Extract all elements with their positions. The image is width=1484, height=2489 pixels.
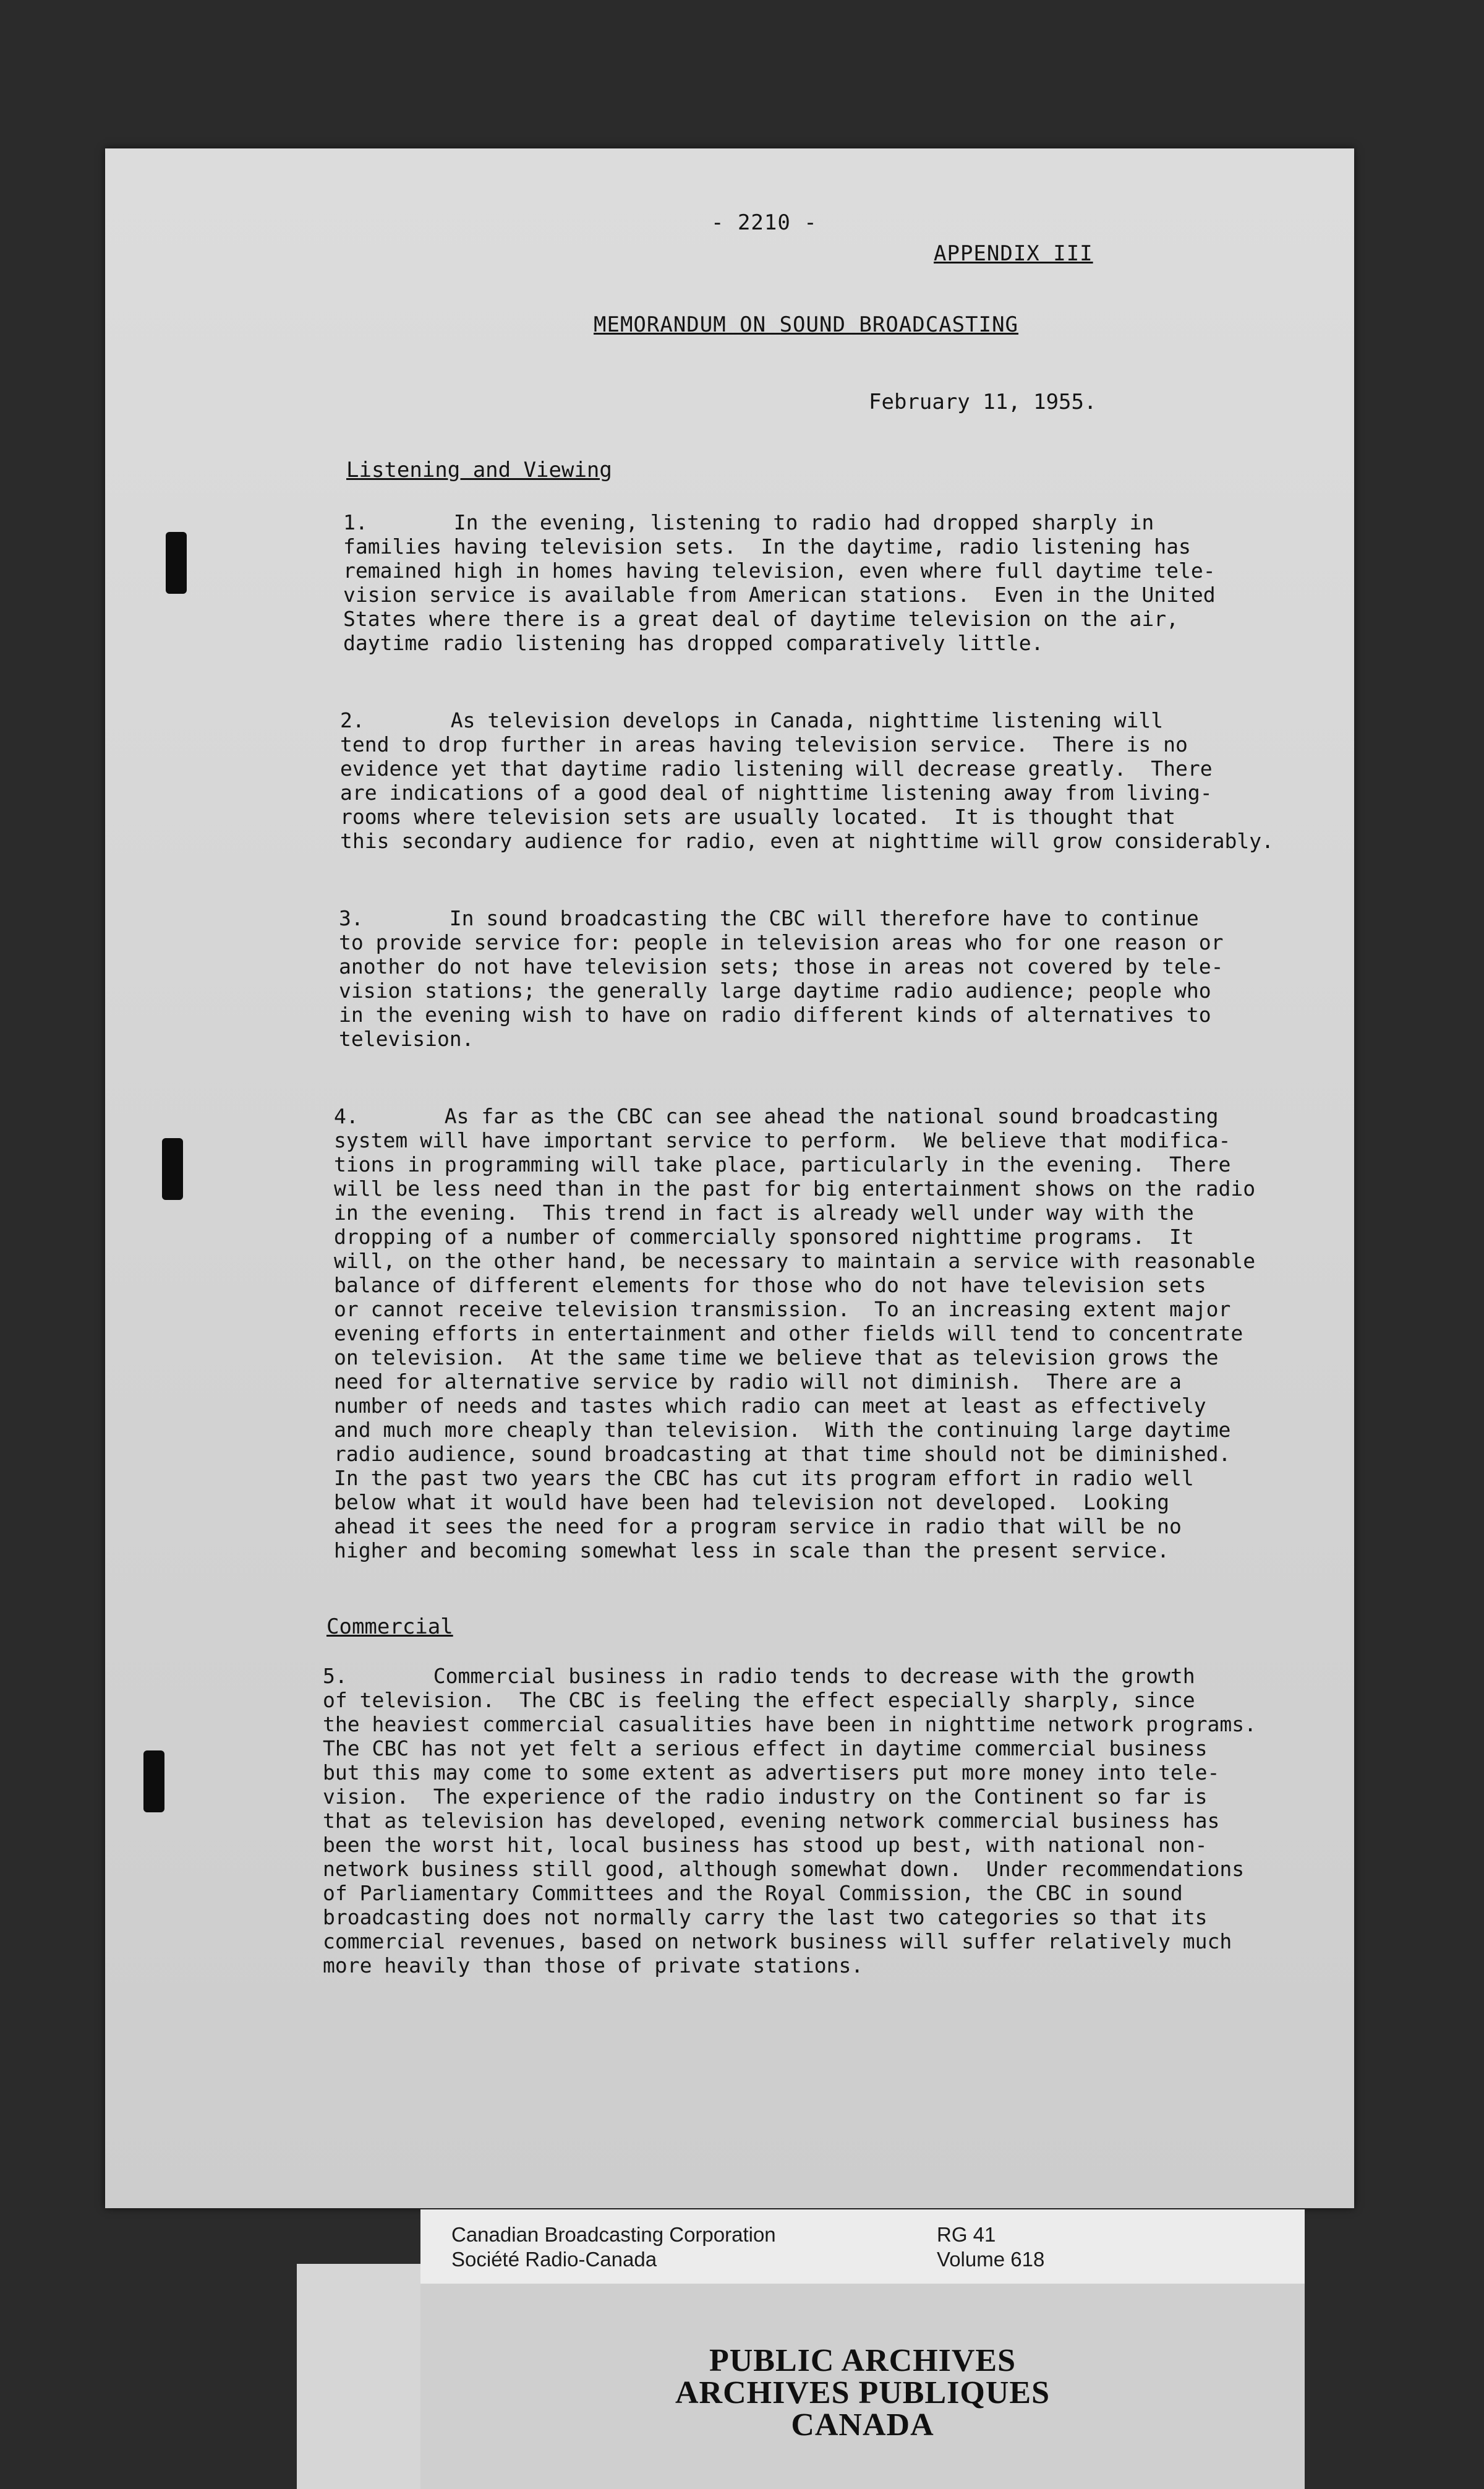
paragraph-4: 4. As far as the CBC can see ahead the national sound broadcasting system will have important service to perform. We believe that modifica- tions in programming will take place, particularly in the evening. There will be less need than in the past for big entertainment shows on the radio in the evening. This trend in fact is already well under way with the dropping of a number of commercially sponsored nighttime programs. It will, on the other hand, be necessary to maintain a service with reasonable balance of different elements for those who do not have television sets or cannot receive television transmission. To an increasing extent major evening efforts in entertainment and other fields will tend to concentrate on television. At the same time we believe that as television grows the need for alternative service by radio will not diminish. There are a number of needs and tastes which radio can meet at least as effectively and much more cheaply than television. With the continuing large daytime radio audience, sound broadcasting at that time should not be diminished. In the past two years the CBC has cut its program effort in radio well below what it would have been had television not developed. Looking ahead it sees the need for a program service in radio that will be no higher and becoming somewhat less in scale than the present service. [334,1104,1256,1562]
fonds-french: Société Radio-Canada [451,2248,657,2271]
paragraph-5: 5. Commercial business in radio tends to decrease with the growth of television. The CBC is feeling the effect especially sharply, since the heaviest commercial casualities have been in nighttime network programs. The CBC has not yet felt a serious effect in daytime commercial business but this may come to some extent as advertisers put more money into tele- vision. The experience of the radio industry on the Continent so far is that as television has developed, evening network commercial business has been the worst hit, local business has stood up best, with national non- network business still good, although somewhat down. Under recommendations of Parliamentary Committees and the Royal Commission, the CBC in sound broadcasting does not normally carry the last two categories so that its commercial revenues, based on network business will suffer relatively much more heavily than those of private stations. [323,1664,1256,1977]
section-heading-listening: Listening and Viewing [346,458,612,482]
fonds-english: Canadian Broadcasting Corporation [451,2223,776,2246]
section-heading-commercial: Commercial [326,1614,453,1639]
document-date: February 11, 1955. [869,390,1097,414]
binder-hole-top [166,532,187,594]
volume-number: Volume 618 [937,2248,1045,2271]
stamp-line-english: PUBLIC ARCHIVES [709,2343,1017,2378]
archive-stamp [420,2284,1305,2489]
stamp-line-country: CANADA [791,2407,934,2443]
appendix-heading: APPENDIX III [934,241,1093,266]
binder-hole-bottom [143,1750,164,1812]
paragraph-2: 2. As television develops in Canada, nighttime listening will tend to drop further in areas having television service. There is no evidence yet that daytime radio listening will decrease greatly. There are indications of a good deal of nighttime listening away from living- rooms where television sets are usually located. It is thought that this secondary audience for radio, even at nighttime will grow considerably. [340,708,1274,853]
archive-label-card [420,2209,1305,2284]
document-page [105,148,1354,2208]
page-title: MEMORANDUM ON SOUND BROADCASTING [594,312,1019,337]
stamp-line-french: ARCHIVES PUBLIQUES [675,2375,1051,2410]
paragraph-1: 1. In the evening, listening to radio had dropped sharply in families having television sets. In the daytime, radio listening has remained high in homes having television, even where full daytime tele- vision service is available from American stations. Even in the United States where there is a great deal of daytime television on the air, daytime radio listening has dropped comparatively little. [343,510,1216,655]
record-group: RG 41 [937,2223,996,2246]
paragraph-3: 3. In sound broadcasting the CBC will therefore have to continue to provide service for: people in television areas who for one reason or another do not have television sets; those in areas not covered by tele- vision stations; the generally large daytime radio audience; people who in the evening wish to have on radio different kinds of alternatives to television. [339,906,1224,1051]
page-number: - 2210 - [711,210,817,235]
binder-hole-middle [162,1138,183,1200]
